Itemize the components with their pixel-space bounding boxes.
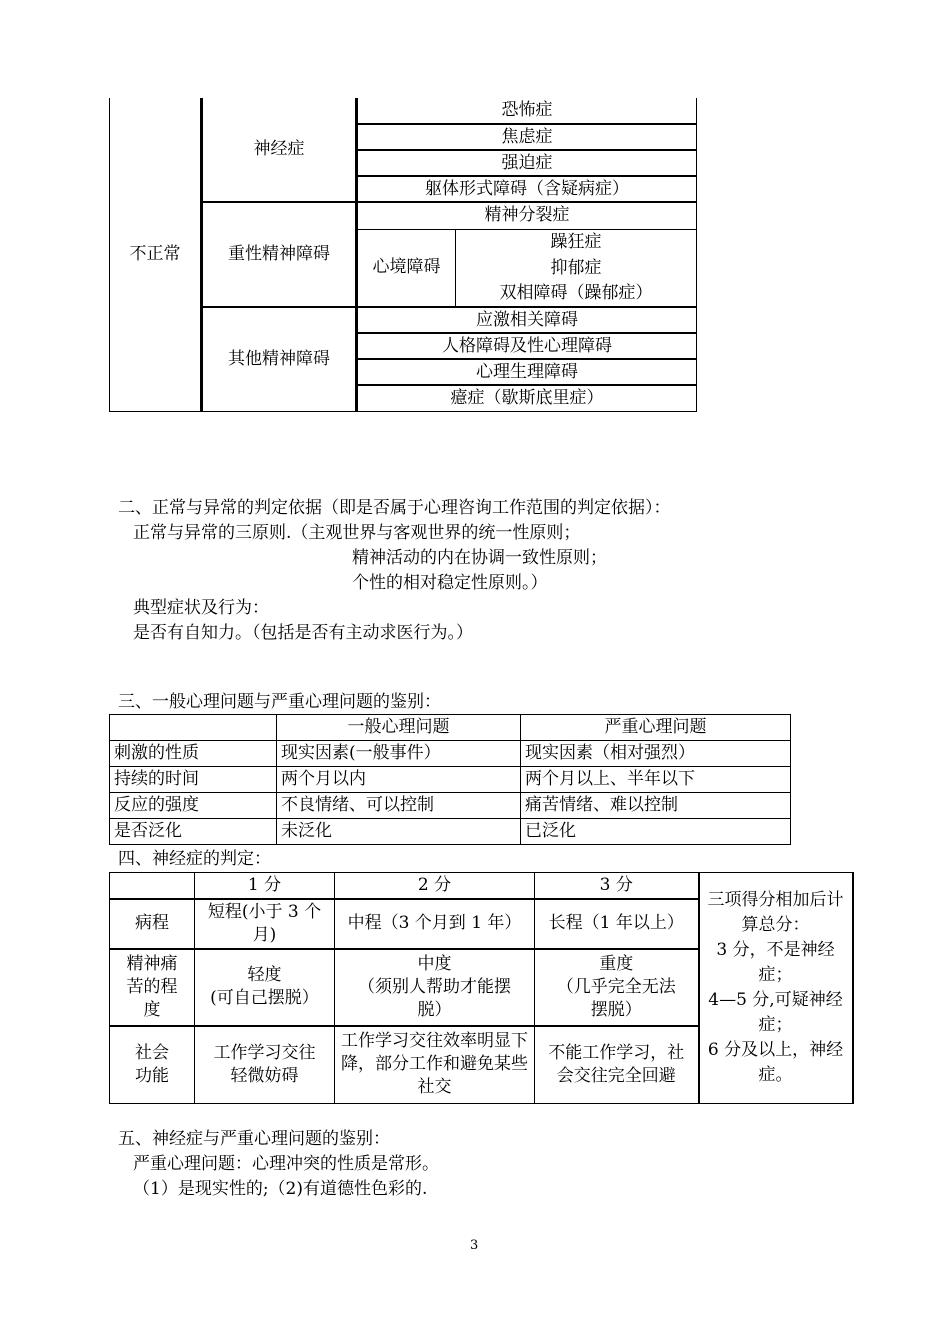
- table-cell: 工作学习交往效率明显下降，部分工作和避免某些社交: [335, 1026, 535, 1104]
- table-header: 2 分: [335, 873, 535, 899]
- disorder-item: 躁狂症: [456, 229, 697, 256]
- disorder-item: 癔症（歇斯底里症）: [357, 385, 697, 411]
- table-cell: 长程（1 年以上）: [535, 899, 699, 949]
- disorder-item: 精神分裂症: [357, 202, 697, 229]
- table-cell: 刺激的性质: [110, 741, 277, 767]
- table-header: 严重心理问题: [521, 715, 791, 741]
- table-header: [110, 873, 195, 899]
- table-cell: 两个月以内: [277, 767, 521, 793]
- disorder-item: 焦虑症: [357, 124, 697, 150]
- table-header: [110, 715, 277, 741]
- table-cell: 痛苦情绪、难以控制: [521, 793, 791, 819]
- table-header: 一般心理问题: [277, 715, 521, 741]
- table-cell: 两个月以上、半年以下: [521, 767, 791, 793]
- table-cell: 是否泛化: [110, 819, 277, 845]
- psych-problem-comparison-table: [109, 714, 791, 845]
- neurosis-scoring-table: [109, 872, 854, 1104]
- page-number: 3: [470, 1238, 479, 1253]
- section5-line: 严重心理问题：心理冲突的性质是常形。: [133, 1154, 439, 1174]
- table-cell: 重度 （几乎完全无法摆脱）: [535, 949, 699, 1026]
- scoring-note: 三项得分相加后计算总分： 3 分，不是神经症； 4—5 分,可疑神经症； 6 分及以上，神经症。: [699, 873, 853, 1104]
- table-cell: 已泛化: [521, 819, 791, 845]
- table-header: 3 分: [535, 873, 699, 899]
- disorder-item: 躯体形式障碍（含疑病症）: [357, 176, 697, 202]
- disorder-classification-table: [109, 98, 697, 412]
- table-cell: 反应的强度: [110, 793, 277, 819]
- disorder-item: 人格障碍及性心理障碍: [357, 333, 697, 359]
- table-cell: 未泛化: [277, 819, 521, 845]
- table-cell: 轻度 (可自己摆脱）: [195, 949, 335, 1026]
- abnormal-cell: 不正常: [110, 98, 202, 411]
- section2-line: 精神活动的内在协调一致性原则；: [352, 548, 607, 568]
- disorder-item: 双相障碍（躁郁症）: [456, 281, 697, 307]
- table-cell: 中度 （须别人帮助才能摆脱）: [335, 949, 535, 1026]
- section5-line: （1）是现实性的;（2)有道德性色彩的.: [133, 1179, 428, 1199]
- section2-line: 正常与异常的三原则.（主观世界与客观世界的统一性原则；: [133, 523, 581, 543]
- table-cell: 现实因素(一般事件）: [277, 741, 521, 767]
- table-cell: 中程（3 个月到 1 年）: [335, 899, 535, 949]
- table-cell: 工作学习交往轻微妨碍: [195, 1026, 335, 1104]
- table-cell: 社会功能: [110, 1026, 195, 1104]
- section4-heading: 四、神经症的判定：: [118, 849, 271, 869]
- neurosis-cell: 神经症: [202, 98, 357, 202]
- disorder-item: 恐怖症: [357, 98, 697, 124]
- section2-heading: 二、正常与异常的判定依据（即是否属于心理咨询工作范围的判定依据）：: [118, 498, 671, 518]
- mood-disorder-cell: 心境障碍: [357, 229, 456, 307]
- section2-line: 是否有自知力。（包括是否有主动求医行为。）: [133, 623, 473, 643]
- table-cell: 持续的时间: [110, 767, 277, 793]
- disorder-item: 应激相关障碍: [357, 307, 697, 333]
- table-cell: 现实因素（相对强烈）: [521, 741, 791, 767]
- section2-line: 个性的相对稳定性原则。）: [352, 573, 548, 593]
- table-cell: 短程(小于 3 个月): [195, 899, 335, 949]
- section2-line: 典型症状及行为：: [133, 598, 269, 618]
- table-cell: 精神痛苦的程度: [110, 949, 195, 1026]
- table-cell: 不良情绪、可以控制: [277, 793, 521, 819]
- table-cell: 病程: [110, 899, 195, 949]
- table-header: 1 分: [195, 873, 335, 899]
- table-cell: 不能工作学习，社会交往完全回避: [535, 1026, 699, 1104]
- severe-mental-disorder-cell: 重性精神障碍: [202, 202, 357, 307]
- disorder-item: 心理生理障碍: [357, 359, 697, 385]
- other-mental-disorder-cell: 其他精神障碍: [202, 307, 357, 411]
- section3-heading: 三、一般心理问题与严重心理问题的鉴别：: [118, 692, 441, 712]
- disorder-item: 强迫症: [357, 150, 697, 176]
- section5-heading: 五、神经症与严重心理问题的鉴别：: [118, 1129, 390, 1149]
- disorder-item: 抑郁症: [456, 256, 697, 281]
